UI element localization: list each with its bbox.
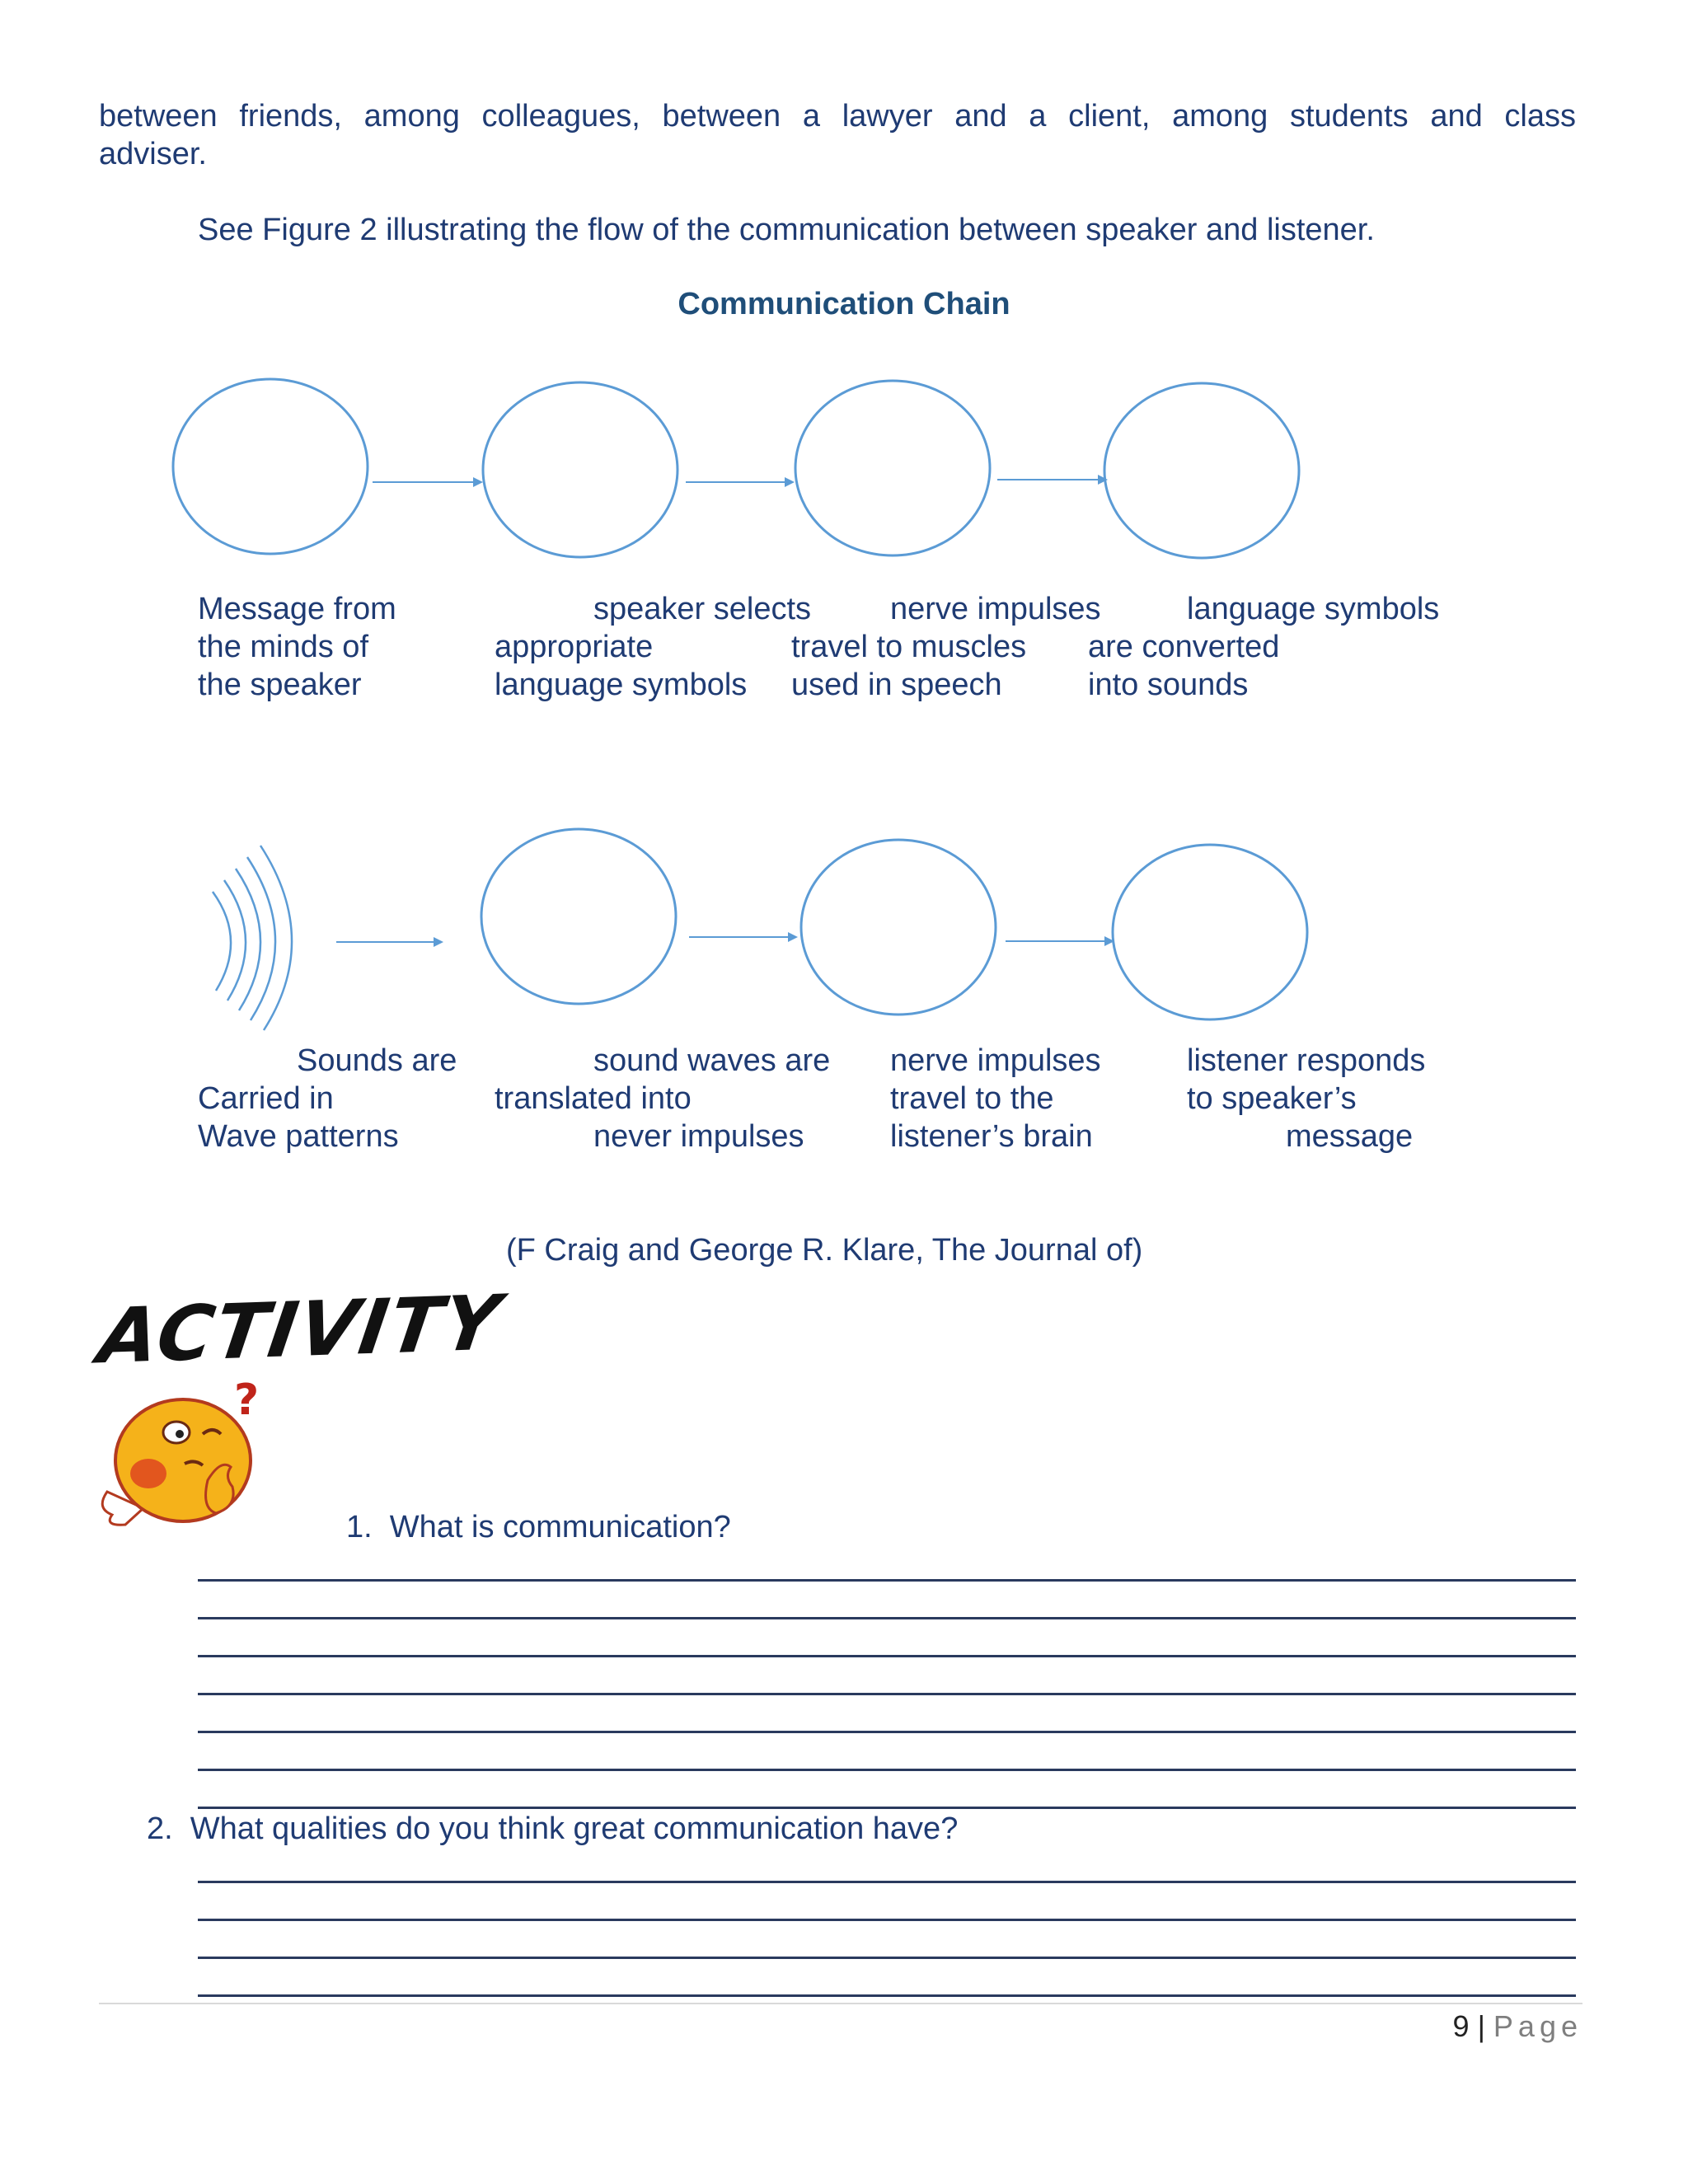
- citation: (F Craig and George R. Klare, The Journal of): [506, 1233, 1143, 1268]
- answer-line[interactable]: [198, 1919, 1576, 1921]
- caption-8-line-3: message: [1286, 1119, 1414, 1154]
- page-number: 9: [1452, 2009, 1470, 2043]
- communication-chain-diagram: [0, 0, 1688, 1071]
- caption-6-line-1: sound waves are: [593, 1043, 831, 1078]
- caption-6-line-3: never impulses: [593, 1119, 804, 1154]
- circle-node-4: [1104, 383, 1299, 558]
- circle-node-2: [483, 382, 678, 557]
- answer-line[interactable]: [198, 1617, 1576, 1619]
- answer-line[interactable]: [198, 1769, 1576, 1771]
- answer-line[interactable]: [198, 1807, 1576, 1809]
- intro-line-1: between friends, among colleagues, between a lawyer and a client, among students and class: [99, 99, 1576, 134]
- caption-2-line-1: speaker selects: [593, 592, 812, 626]
- circle-node-5: [481, 829, 676, 1004]
- caption-7-line-1: nerve impulses: [890, 1043, 1101, 1078]
- caption-3-line-1: nerve impulses: [890, 592, 1101, 626]
- caption-3-line-3: used in speech: [791, 668, 1002, 702]
- answer-line[interactable]: [198, 1881, 1576, 1883]
- page-separator: |: [1469, 2009, 1493, 2043]
- thinking-mascot-icon: [92, 1368, 265, 1533]
- circle-node-3: [795, 381, 990, 555]
- caption-7-line-2: travel to the: [890, 1081, 1054, 1116]
- question-2: 2. What qualities do you think great communication have?: [147, 1811, 959, 1846]
- figure-title: Communication Chain: [678, 287, 1010, 321]
- caption-1-line-2: the minds of: [198, 630, 368, 664]
- caption-2-line-3: language symbols: [495, 668, 748, 702]
- caption-6-line-2: translated into: [495, 1081, 692, 1116]
- answer-line[interactable]: [198, 1957, 1576, 1959]
- caption-1-line-3: the speaker: [198, 668, 362, 702]
- caption-5-line-1: Sounds are: [297, 1043, 457, 1078]
- caption-5-line-3: Wave patterns: [198, 1119, 399, 1154]
- caption-2-line-2: appropriate: [495, 630, 654, 664]
- svg-text:?: ?: [234, 1376, 260, 1425]
- caption-4-line-2: are converted: [1088, 630, 1280, 664]
- caption-8-line-2: to speaker’s: [1187, 1081, 1357, 1116]
- caption-3-line-2: travel to muscles: [791, 630, 1027, 664]
- caption-4-line-1: language symbols: [1187, 592, 1440, 626]
- page-word: Page: [1493, 2009, 1582, 2043]
- answer-line[interactable]: [198, 1994, 1576, 1997]
- caption-1-line-1: Message from: [198, 592, 396, 626]
- caption-7-line-3: listener’s brain: [890, 1119, 1093, 1154]
- activity-heading: ACTIVITY: [93, 1278, 507, 1381]
- answer-line[interactable]: [198, 1731, 1576, 1733]
- answer-line[interactable]: [198, 1579, 1576, 1582]
- circle-node-6: [801, 840, 996, 1015]
- caption-5-line-2: Carried in: [198, 1081, 334, 1116]
- circle-node-7: [1113, 845, 1307, 1019]
- page-footer: [1453, 2009, 1582, 2044]
- caption-4-line-3: into sounds: [1088, 668, 1249, 702]
- see-figure-text: See Figure 2 illustrating the flow of the communication between speaker and listener.: [198, 213, 1375, 247]
- answer-line[interactable]: [198, 1655, 1576, 1657]
- sound-waves-icon: [213, 846, 292, 1030]
- footer-divider: [99, 2003, 1582, 2004]
- question-1: 1. What is communication?: [346, 1510, 731, 1544]
- circle-node-1: [173, 379, 368, 554]
- caption-8-line-1: listener responds: [1187, 1043, 1426, 1078]
- answer-line[interactable]: [198, 1693, 1576, 1695]
- intro-line-2: adviser.: [99, 137, 207, 171]
